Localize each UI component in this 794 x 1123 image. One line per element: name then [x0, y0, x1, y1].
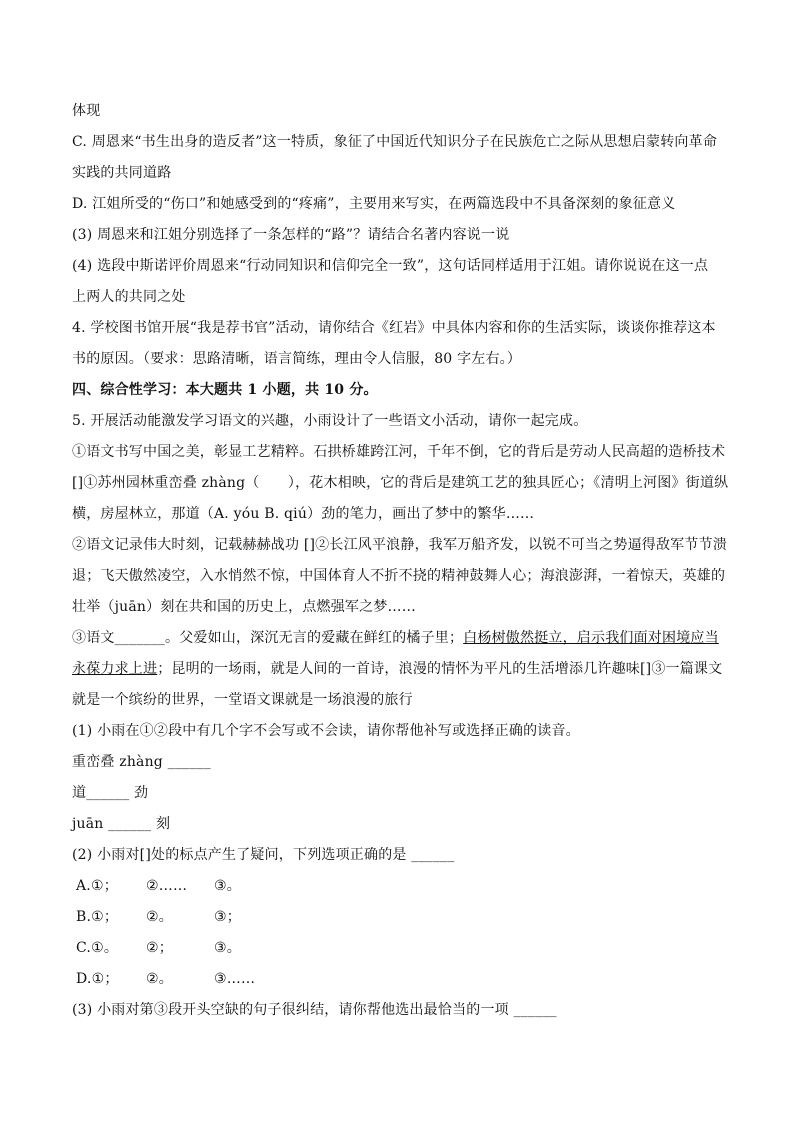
para-3-line-1 — [72, 623, 722, 654]
para-3-underlined-2: 永葆力求上进 — [72, 661, 158, 677]
para-1-line-1: ①语文书写中国之美，彰显工艺精粹。石拱桥雄跨江河，千年不倒，它的背后是劳动人民高超的造桥技术 — [72, 444, 726, 460]
question-3: (3) 周恩来和江姐分别选择了一条怎样的“路”？请结合名著内容说一说 — [72, 227, 510, 243]
para-2-line-3: 壮举（juān）刻在共和国的历史上，点燃强军之梦…… — [72, 599, 416, 615]
q2-option-d — [72, 964, 722, 995]
q1-item-c: juān ______ 刻 — [72, 816, 171, 832]
question-4-line-1: (4) 选段中斯诺评价周恩来“行动同知识和信仰完全一致”，这句话同样适用于江姐。请你说说在这一点 — [72, 258, 709, 274]
option-label: C.①。 — [76, 940, 119, 956]
para-3-underlined-1: 白杨树傲然挺立，启示我们面对困境应当 — [463, 630, 719, 646]
q2-option-b — [72, 902, 722, 933]
document-page — [72, 96, 729, 1026]
text-line: 体现 — [72, 103, 101, 119]
option-part-3: ③…… — [214, 971, 256, 987]
option-label: A.①； — [76, 878, 118, 894]
option-c-line-2: 实践的共同道路 — [72, 165, 172, 181]
item-4-line-2: 书的原因。（要求：思路清晰，语言简练，理由令人信服，80 字左右。） — [72, 351, 522, 367]
q2-option-a — [72, 871, 722, 902]
q3-stem: (3) 小雨对第③段开头空缺的句子很纠结，请你帮他选出最恰当的一项 ______ — [72, 1002, 557, 1018]
item-4-line-1: 4. 学校图书馆开展“我是荐书官”活动，请你结合《红岩》中具体内容和你的生活实际，谈谈你推荐这本 — [72, 320, 716, 336]
para-1-line-2: []①苏州园林重峦叠 zhàng（ ），花木相映，它的背后是建筑工艺的独具匠心；《清明上河图》街道纵 — [72, 475, 729, 491]
option-d: D. 江姐所受的“伤口”和她感受到的“疼痛”，主要用来写实，在两篇选段中不具备深刻的象征意义 — [72, 196, 676, 212]
para-1-line-3: 横，房屋林立，那道（A. yóu B. qiú）劲的笔力，画出了梦中的繁华…… — [72, 506, 535, 522]
option-part-3: ③。 — [214, 940, 241, 956]
section-heading: 四、综合性学习：本大题共 1 小题，共 10 分。 — [72, 382, 378, 398]
option-label: B.①； — [76, 909, 119, 925]
option-part-2: ②。 — [146, 971, 173, 987]
q2-option-c — [72, 933, 722, 964]
option-part-2: ②； — [146, 940, 173, 956]
para-3-prefix: ③语文_______。父爱如山，深沉无言的爱藏在鲜红的橘子里； — [72, 630, 464, 646]
item-5-stem: 5. 开展活动能激发学习语文的兴趣，小雨设计了一些语文小活动，请你一起完成。 — [72, 413, 588, 429]
q1-item-a: 重峦叠 zhàng ______ — [72, 754, 211, 770]
option-part-2: ②…… — [146, 878, 188, 894]
option-label: D.①； — [76, 971, 119, 987]
q1-item-b: 道______ 劲 — [72, 785, 149, 801]
para-2-line-2: 退；飞天傲然凌空，入水悄然不惊，中国体育人不折不挠的精神鼓舞人心；海浪澎湃，一着惊天，英雄的 — [72, 568, 726, 584]
option-part-3: ③； — [214, 909, 241, 925]
para-3-line-2 — [72, 654, 722, 685]
option-part-3: ③。 — [214, 878, 241, 894]
option-c-line-1: C. 周恩来“书生出身的造反者”这一特质，象征了中国近代知识分子在民族危亡之际从思想启蒙转向革命 — [72, 134, 718, 150]
q2-stem: (2) 小雨对[]处的标点产生了疑问，下列选项正确的是 ______ — [72, 847, 455, 863]
para-2-line-1: ②语文记录伟大时刻，记载赫赫战功 []②长江风平浪静，我军万船齐发，以锐不可当之势逼得敌军节节溃 — [72, 537, 727, 553]
question-4-line-2: 上两人的共同之处 — [72, 289, 186, 305]
para-3-line-3: 就是一个缤纷的世界，一堂语文课就是一场浪漫的旅行 — [72, 692, 413, 708]
q1-stem: (1) 小雨在①②段中有几个字不会写或不会读，请你帮他补写或选择正确的读音。 — [72, 723, 580, 739]
para-3-suffix: ；昆明的一场雨，就是人间的一首诗，浪漫的情怀为平凡的生活增添几许趣味[]③一篇课文 — [157, 661, 723, 677]
option-part-2: ②。 — [146, 909, 173, 925]
